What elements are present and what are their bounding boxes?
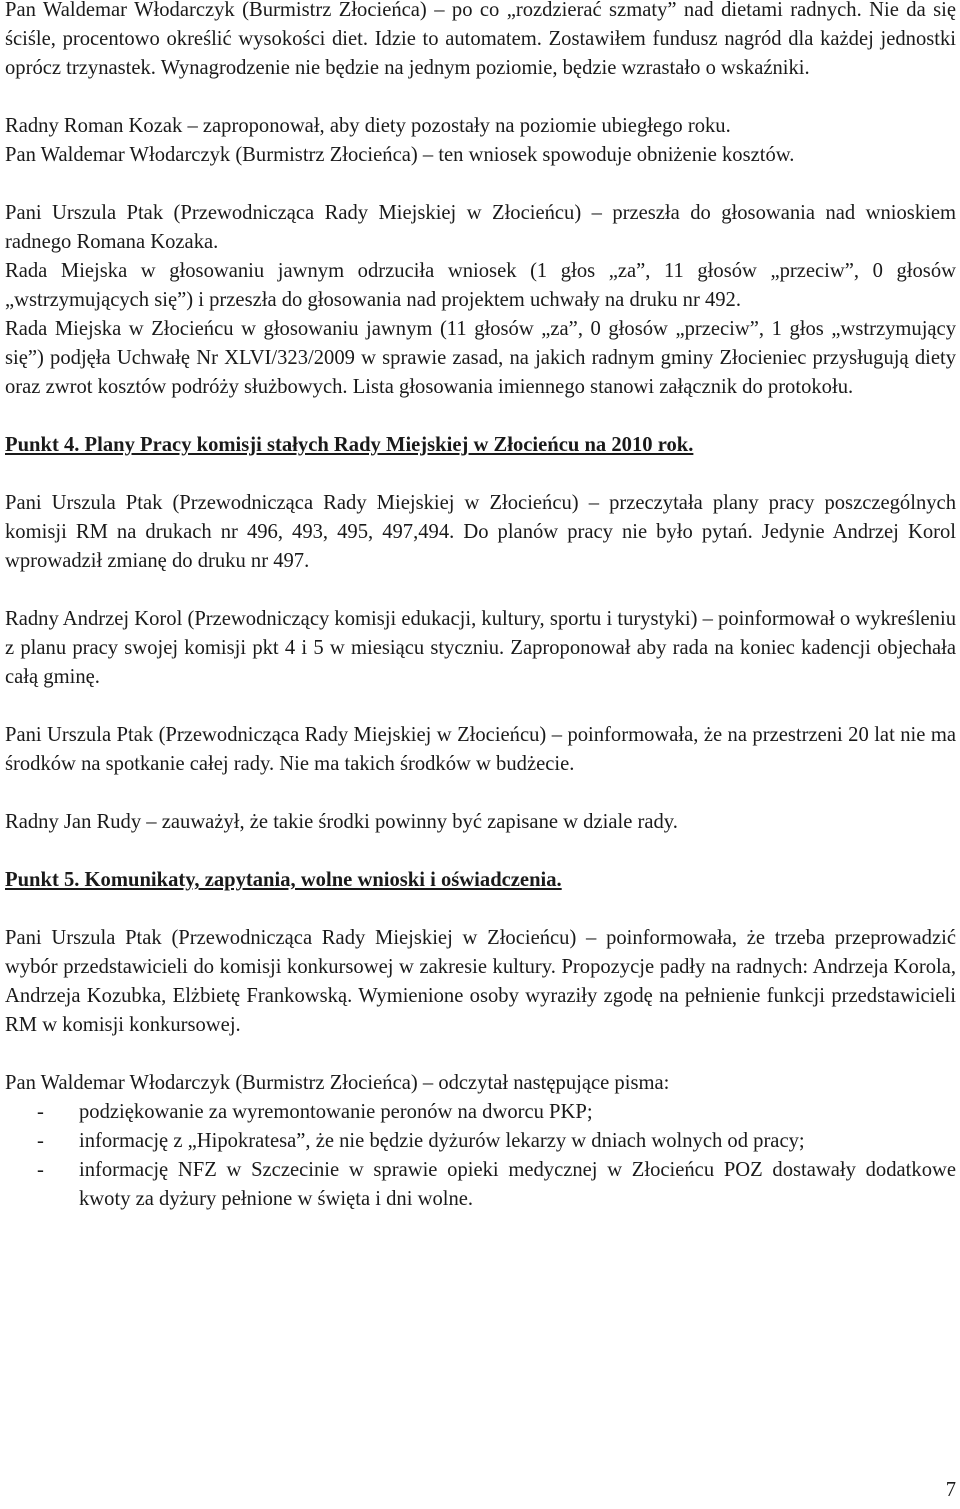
paragraph-gap <box>5 692 956 721</box>
paragraph-gap <box>5 83 956 112</box>
document-page <box>5 0 956 1214</box>
paragraph-korol: Radny Andrzej Korol (Przewodniczący komisji edukacji, kultury, sportu i turystyki) – poinformował o wykreśleniu z planu pracy swojej komisji pkt 4 i 5 w miesiącu styczniu. Zaproponował aby rada na koniec kadencji objechała całą gminę. <box>5 608 956 688</box>
paragraph-gap <box>5 576 956 605</box>
list-item-text: informację NFZ w Szczecinie w sprawie opieki medycznej w Złocieńcu POZ dostawały dodatkowe kwoty za dyżury pełnione w święta i dni wolne. <box>79 1159 956 1210</box>
paragraph-gap <box>5 170 956 199</box>
list-item <box>5 1156 956 1214</box>
list-item-text: podziękowanie za wyremontowanie peronów na dworcu PKP; <box>79 1101 593 1123</box>
paragraph-burmistrz-diety: Pan Waldemar Włodarczyk (Burmistrz Złocieńca) – po co „rozdzierać szmaty” nad dietami radnych. Nie da się ściśle, procentowo określić wysokości diet. Idzie to automatem. Zostawiłem fundusz nagród dla każdej jednostki oprócz trzynastek. Wynagrodzenie nie będzie na jednym poziomie, będzie wzrastało o wskaźniki. <box>5 0 956 79</box>
paragraph-ptak-srodki: Pani Urszula Ptak (Przewodnicząca Rady Miejskiej w Złocieńcu) – poinformowała, że na przestrzeni 20 lat nie ma środków na spotkanie całej rady. Nie ma takich środków w budżecie. <box>5 724 956 775</box>
list-dash: - <box>37 1101 44 1123</box>
section-heading-punkt-4: Punkt 4. Plany Pracy komisji stałych Rady Miejskiej w Złocieńcu na 2010 rok. <box>5 434 694 456</box>
paragraph-kozak-wniosek: Radny Roman Kozak – zaproponował, aby diety pozostały na poziomie ubiegłego roku. <box>5 115 731 137</box>
page-number: 7 <box>945 1479 956 1501</box>
section-heading-punkt-5: Punkt 5. Komunikaty, zapytania, wolne wnioski i oświadczenia. <box>5 869 562 891</box>
paragraph-ptak-glosowanie: Pani Urszula Ptak (Przewodnicząca Rady Miejskiej w Złocieńcu) – przeszła do głosowania nad wnioskiem radnego Romana Kozaka. <box>5 202 956 253</box>
letters-list <box>5 1098 956 1214</box>
paragraph-odrzucenie-wniosku: Rada Miejska w głosowaniu jawnym odrzuciła wniosek (1 głos „za”, 11 głosów „przeciw”, 0 głosów „wstrzymujących się”) i przeszła do głosowania nad projektem uchwały na druku nr 492. <box>5 260 956 311</box>
list-item <box>5 1127 956 1156</box>
paragraph-gap <box>5 779 956 808</box>
paragraph-uchwala: Rada Miejska w Złocieńcu w głosowaniu jawnym (11 głosów „za”, 0 głosów „przeciw”, 1 głos „wstrzymujący się”) podjęła Uchwałę Nr XLVI/323/2009 w sprawie zasad, na jakich radnym gminy Złocieniec przysługują diety oraz zwrot kosztów podróży służbowych. Lista głosowania imiennego stanowi załącznik do protokołu. <box>5 318 956 398</box>
paragraph-gap <box>5 460 956 489</box>
paragraph-gap <box>5 895 956 924</box>
paragraph-pisma-intro: Pan Waldemar Włodarczyk (Burmistrz Złocieńca) – odczytał następujące pisma: <box>5 1072 670 1094</box>
paragraph-komisja-konkursowa: Pani Urszula Ptak (Przewodnicząca Rady Miejskiej w Złocieńcu) – poinformowała, że trzeba przeprowadzić wybór przedstawicieli do komisji konkursowej w zakresie kultury. Propozycje padły na radnych: Andrzeja Korola, Andrzeja Kozubka, Elżbietę Frankowską. Wymienione osoby wyraziły zgodę na pełnienie funkcji przedstawicieli RM w komisji konkursowej. <box>5 927 956 1036</box>
list-item-text: informację z „Hipokratesa”, że nie będzie dyżurów lekarzy w dniach wolnych od pracy; <box>79 1130 805 1152</box>
list-dash: - <box>37 1130 44 1152</box>
paragraph-plany-pracy: Pani Urszula Ptak (Przewodnicząca Rady Miejskiej w Złocieńcu) – przeczytała plany pracy poszczególnych komisji RM na drukach nr 496, 493, 495, 497,494. Do planów pracy nie było pytań. Jedynie Andrzej Korol wprowadził zmianę do druku nr 497. <box>5 492 956 572</box>
paragraph-gap <box>5 1040 956 1069</box>
paragraph-gap <box>5 402 956 431</box>
paragraph-burmistrz-koszty: Pan Waldemar Włodarczyk (Burmistrz Złocieńca) – ten wniosek spowoduje obniżenie kosztów. <box>5 144 795 166</box>
list-item <box>5 1098 956 1127</box>
list-dash: - <box>37 1159 44 1181</box>
paragraph-gap <box>5 837 956 866</box>
paragraph-rudy: Radny Jan Rudy – zauważył, że takie środki powinny być zapisane w dziale rady. <box>5 811 678 833</box>
